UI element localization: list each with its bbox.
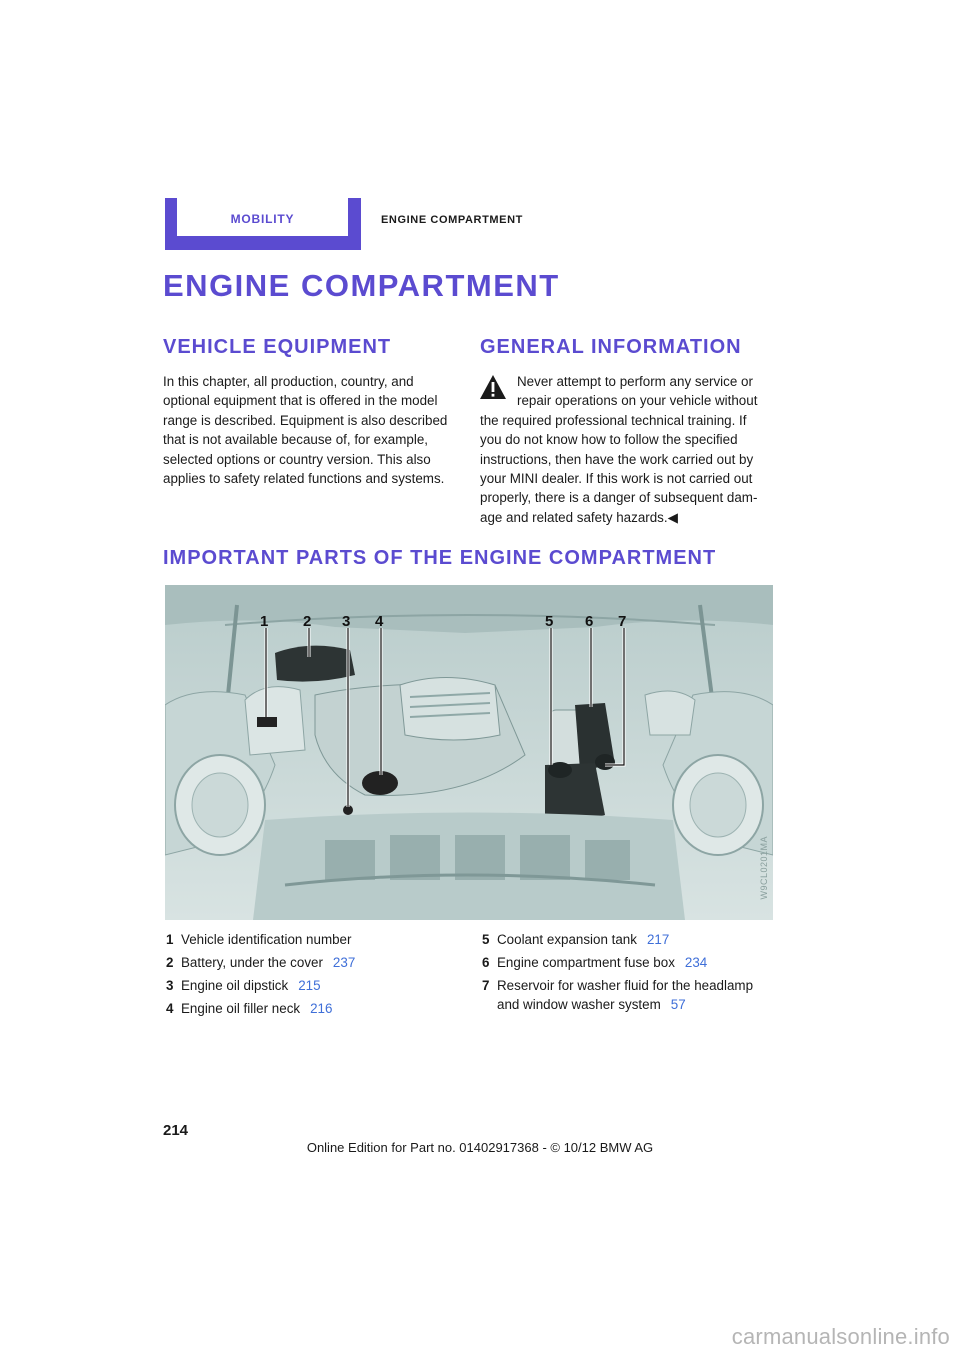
callout-7: 7 xyxy=(618,613,627,630)
callout-2: 2 xyxy=(303,613,312,630)
legend-item-1: 1 Vehicle identification number xyxy=(166,932,352,947)
vehicle-equipment-text: In this chapter, all production, country, and optional equipment that is offered in the model range is described. Equipment is also described that is not available because of, for example, selected options or country version. This also applies to safety related functions and systems. xyxy=(163,374,448,487)
callout-3: 3 xyxy=(342,613,351,630)
running-head: ENGINE COMPARTMENT xyxy=(381,214,523,226)
legend-item-7: 7 Reservoir for washer fluid for the headlamp and window washer system 57 xyxy=(482,978,754,1013)
legend-item-4: 4 Engine oil filler neck 216 xyxy=(166,1001,333,1016)
page-ref-link[interactable]: 216 xyxy=(310,1001,333,1016)
callout-6: 6 xyxy=(585,613,594,630)
callout-4: 4 xyxy=(375,613,384,630)
general-information-heading: GENERAL INFORMATION xyxy=(480,336,742,358)
legend-item-3: 3 Engine oil dipstick 215 xyxy=(166,978,321,993)
general-information-text: Never attempt to perform any service or repair operations on your vehicle without the required professional technical training. If you do not know how to follow the specified instructions, then have the work carried out by your MINI dealer. If this work is not carried out properly, there is a danger of subsequent dam- age and related safety hazards.◀ xyxy=(480,374,758,525)
page-ref-link[interactable]: 217 xyxy=(646,932,670,947)
page-number: 214 xyxy=(163,1122,189,1139)
legend-item-6: 6 Engine compartment fuse box 234 xyxy=(482,955,708,970)
site-watermark: carmanualsonline.info xyxy=(731,1324,950,1349)
page-ref-link[interactable]: 57 xyxy=(670,997,686,1013)
page-ref-link[interactable]: 215 xyxy=(298,978,321,993)
vehicle-equipment-heading: VEHICLE EQUIPMENT xyxy=(163,336,392,358)
page-ref-link[interactable]: 234 xyxy=(684,955,708,970)
figure-code: W9CL0201MA xyxy=(759,836,769,900)
page-title: ENGINE COMPARTMENT xyxy=(163,268,560,303)
edition-footer: Online Edition for Part no. 01402917368 - © 10/12 BMW AG xyxy=(306,1140,654,1155)
legend-item-2: 2 Battery, under the cover 237 xyxy=(166,955,356,970)
callout-1: 1 xyxy=(260,613,269,630)
callout-5: 5 xyxy=(545,613,554,630)
page-ref-link[interactable]: 237 xyxy=(332,955,356,970)
section-tab-label: MOBILITY xyxy=(230,212,295,226)
engine-compartment-illustration xyxy=(165,585,773,920)
important-parts-heading: IMPORTANT PARTS OF THE ENGINE COMPARTMENT xyxy=(163,547,717,569)
legend-item-5: 5 Coolant expansion tank 217 xyxy=(482,932,670,947)
engine-drawing xyxy=(165,585,773,920)
